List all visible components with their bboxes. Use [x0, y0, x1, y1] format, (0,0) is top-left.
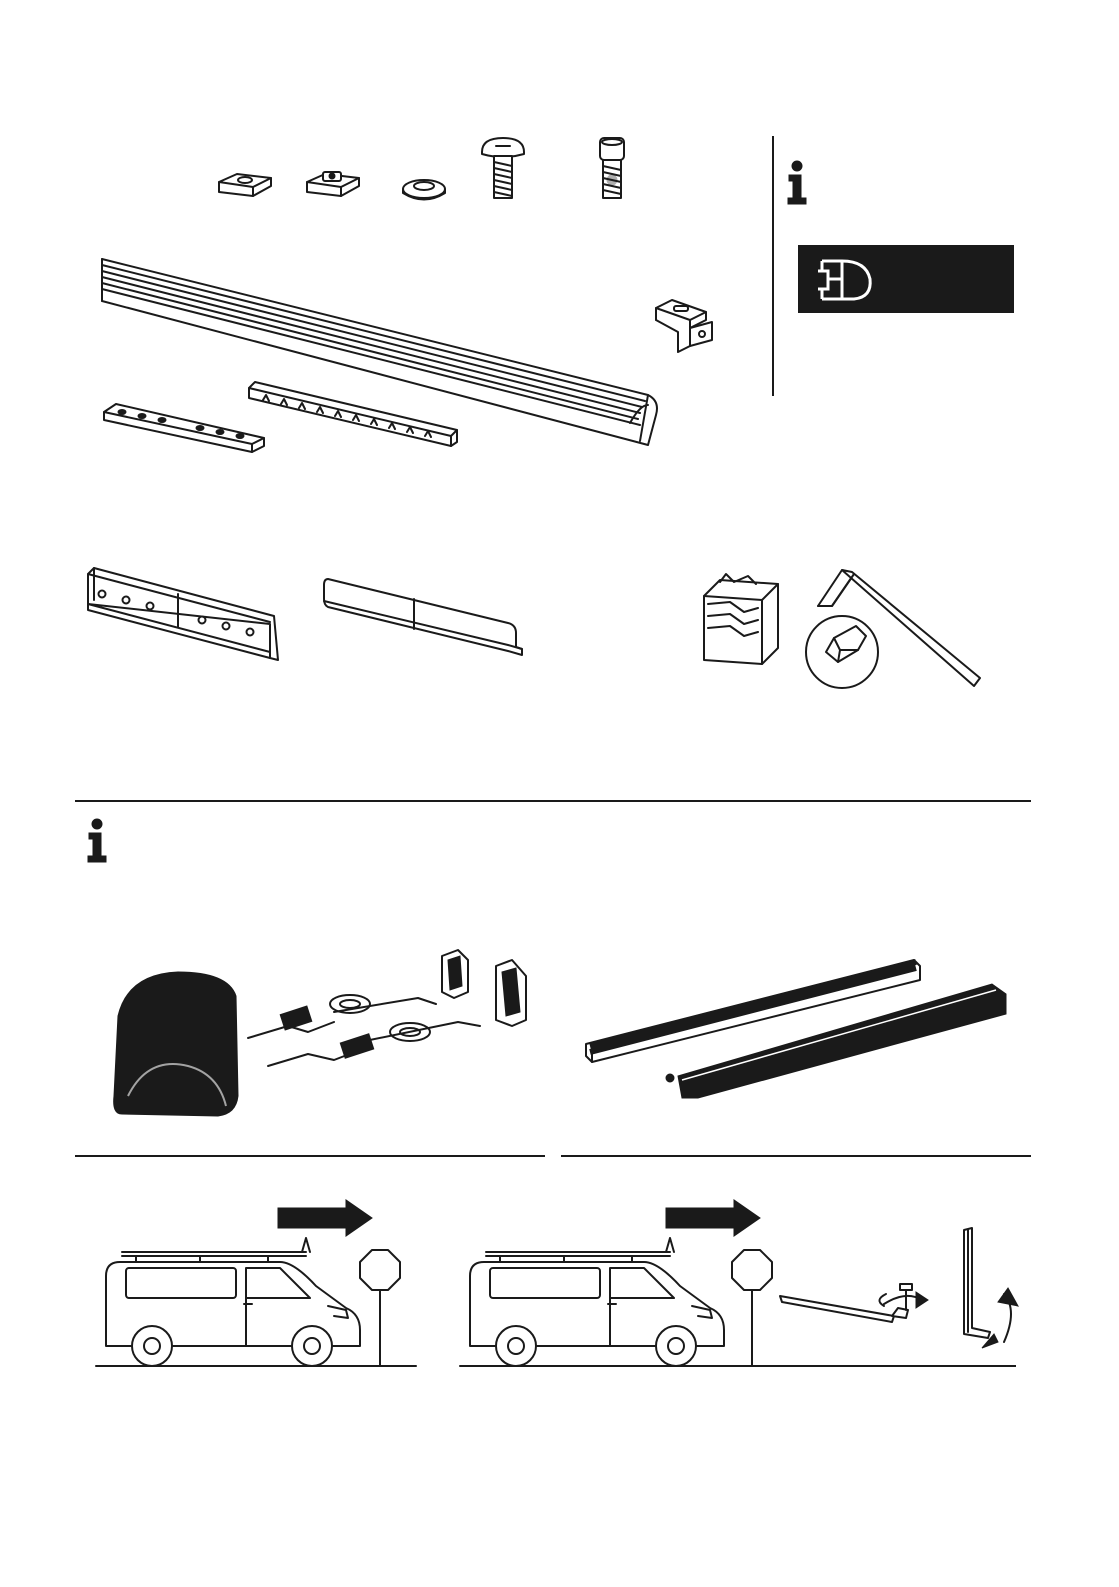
rail-profile-badge — [798, 245, 1014, 313]
slotted-channel-part — [245, 378, 463, 450]
angle-bracket-part — [652, 298, 718, 354]
perforated-plate-part — [100, 400, 268, 456]
rubber-profile-block-part — [700, 572, 784, 668]
hex-key-rotate-icon — [948, 1224, 1028, 1364]
button-head-screw-part — [478, 134, 528, 202]
hex-key-tighten-icon — [776, 1270, 932, 1340]
van-with-roof-rack-illustration-2 — [460, 1198, 780, 1370]
ground-line — [780, 1365, 1016, 1367]
splice-plate-part — [84, 566, 282, 662]
sidebar-divider — [772, 136, 774, 396]
l-profile-strip-part — [322, 575, 528, 659]
van-with-roof-rack-illustration — [96, 1198, 416, 1370]
info-icon — [785, 160, 809, 206]
step-divider-right — [561, 1155, 1031, 1157]
hex-key-part — [804, 566, 986, 696]
rail-profile-icon — [814, 255, 876, 305]
parts-overview — [0, 0, 1119, 760]
square-washer-part — [215, 170, 275, 202]
t-nut-part — [303, 168, 363, 202]
info-icon — [85, 818, 109, 864]
step-divider-left — [75, 1155, 545, 1157]
lock-washer-part — [400, 176, 448, 202]
socket-cap-bolt-part — [592, 134, 632, 202]
load-stop-kit-illustration — [108, 946, 538, 1122]
section-divider — [75, 800, 1031, 802]
rail-profiles-illustration — [578, 952, 1012, 1100]
